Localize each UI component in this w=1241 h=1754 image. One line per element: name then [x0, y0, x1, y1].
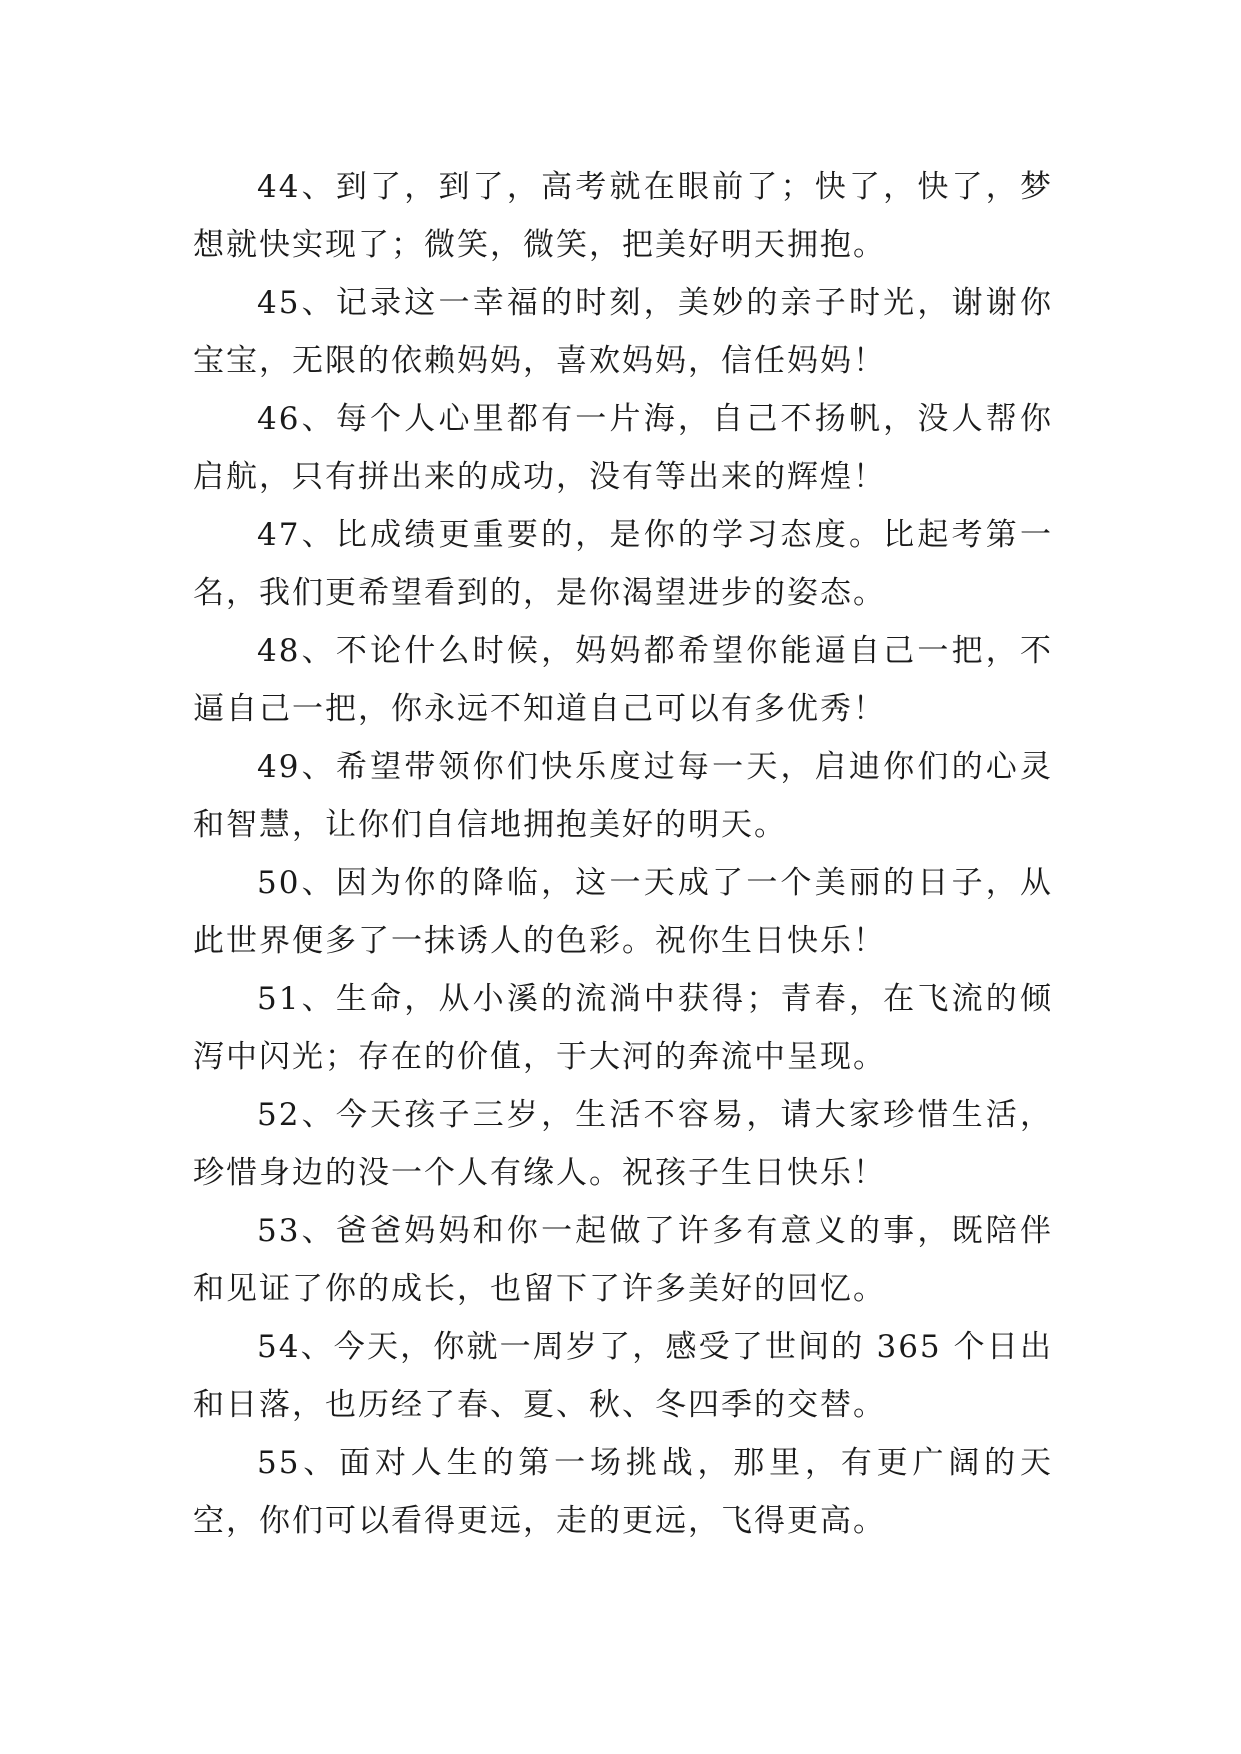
paragraph-50: 50、因为你的降临，这一天成了一个美丽的日子，从此世界便多了一抹诱人的色彩。祝你生日快乐！: [193, 865, 1053, 959]
paragraph-44: 44、到了，到了，高考就在眼前了；快了，快了，梦想就快实现了；微笑，微笑，把美好明天拥抱。: [193, 169, 1053, 263]
paragraph-52: 52、今天孩子三岁，生活不容易，请大家珍惜生活，珍惜身边的没一个人有缘人。祝孩子生日快乐！: [193, 1097, 1053, 1191]
paragraph-48: 48、不论什么时候，妈妈都希望你能逼自己一把，不逼自己一把，你永远不知道自己可以有多优秀！: [193, 633, 1053, 727]
paragraph-45: 45、记录这一幸福的时刻，美妙的亲子时光，谢谢你宝宝，无限的依赖妈妈，喜欢妈妈，信任妈妈！: [193, 285, 1053, 379]
paragraph-47: 47、比成绩更重要的，是你的学习态度。比起考第一名，我们更希望看到的，是你渴望进步的姿态。: [193, 517, 1053, 611]
document-body: [193, 158, 1053, 1550]
paragraph-46: 46、每个人心里都有一片海，自己不扬帆，没人帮你启航，只有拼出来的成功，没有等出来的辉煌！: [193, 401, 1053, 495]
paragraph-55: 55、面对人生的第一场挑战，那里，有更广阔的天空，你们可以看得更远，走的更远，飞得更高。: [193, 1445, 1053, 1539]
paragraph-54: 54、今天，你就一周岁了，感受了世间的 365 个日出和日落，也历经了春、夏、秋、冬四季的交替。: [193, 1329, 1053, 1423]
paragraph-51: 51、生命，从小溪的流淌中获得；青春，在飞流的倾泻中闪光；存在的价值，于大河的奔流中呈现。: [193, 981, 1053, 1075]
paragraph-49: 49、希望带领你们快乐度过每一天，启迪你们的心灵和智慧，让你们自信地拥抱美好的明天。: [193, 749, 1053, 843]
paragraph-53: 53、爸爸妈妈和你一起做了许多有意义的事，既陪伴和见证了你的成长，也留下了许多美好的回忆。: [193, 1213, 1053, 1307]
